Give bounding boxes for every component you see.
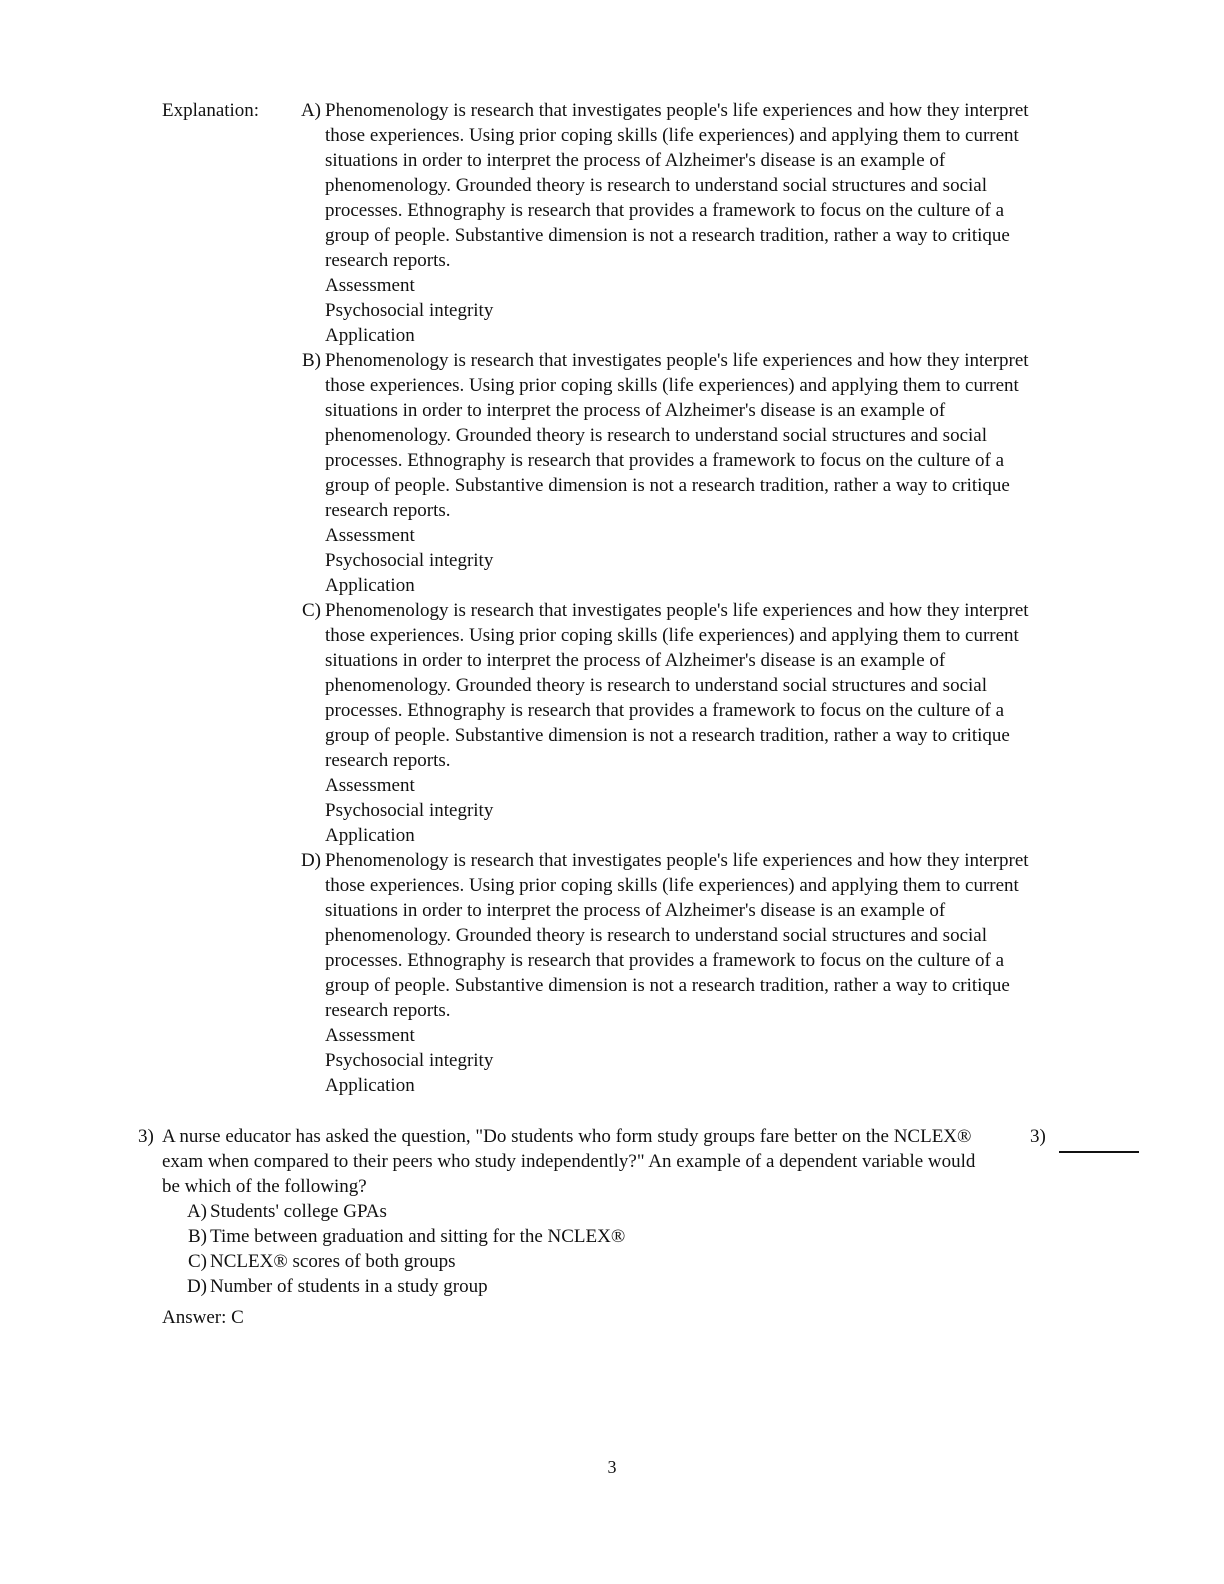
option-text: Phenomenology is research that investigates people's life experiences and how they interpret those experiences. Using prior coping skills (life experiences) and applying them to current situations in order to interpret the process of Alzheimer's disease is an example of phenomenology. Grounded theory is research to understand social structures and social processes. Ethnography is research that provides a framework to focus on the culture of a group of people. Substantive dimension is not a research tradition, rather a way to critique research reports. [325, 100, 1029, 271]
choice-b [183, 1224, 998, 1249]
option-text: Phenomenology is research that investigates people's life experiences and how they interpret those experiences. Using prior coping skills (life experiences) and applying them to current situations in order to interpret the process of Alzheimer's disease is an example of phenomenology. Grounded theory is research to understand social structures and social processes. Ethnography is research that provides a framework to focus on the culture of a group of people. Substantive dimension is not a research tradition, rather a way to critique research reports. [325, 600, 1029, 771]
question-3 [138, 1124, 998, 1330]
explanation-label: Explanation: [162, 100, 260, 121]
explanation-option-b [296, 348, 1036, 598]
option-text: Phenomenology is research that investigates people's life experiences and how they interpret those experiences. Using prior coping skills (life experiences) and applying them to current situations in order to interpret the process of Alzheimer's disease is an example of phenomenology. Grounded theory is research to understand social structures and social processes. Ethnography is research that provides a framework to focus on the culture of a group of people. Substantive dimension is not a research tradition, rather a way to critique research reports. [325, 350, 1029, 521]
explanation-option-c [296, 598, 1036, 848]
tag-cognitive-level: Application [325, 325, 415, 346]
tag-category: Psychosocial integrity [325, 300, 494, 321]
tag-cognitive-level: Application [325, 1075, 415, 1096]
tag-client-need: Assessment [325, 525, 415, 546]
question-stem: A nurse educator has asked the question, "Do students who form study groups fare better on the NCLEX® exam when compared to their peers who study independently?" An example of a dependent variable would be which of the following? [162, 1126, 976, 1197]
explanation-options [296, 98, 1036, 1098]
question-number: 3) [138, 1126, 154, 1147]
explanation-option-a [296, 98, 1036, 348]
choice-text: Number of students in a study group [210, 1276, 488, 1297]
tag-cognitive-level: Application [325, 575, 415, 596]
option-letter: A) [300, 100, 321, 121]
choice-a [183, 1199, 998, 1224]
choice-text: Time between graduation and sitting for the NCLEX® [210, 1226, 626, 1247]
tag-cognitive-level: Application [325, 825, 415, 846]
answer-blank-line [1059, 1151, 1139, 1153]
option-letter: B) [302, 350, 321, 371]
tag-client-need: Assessment [325, 275, 415, 296]
tag-category: Psychosocial integrity [325, 550, 494, 571]
page-number: 3 [607, 1457, 617, 1477]
choice-text: Students' college GPAs [210, 1201, 387, 1222]
choice-d [183, 1274, 998, 1299]
tag-category: Psychosocial integrity [325, 1050, 494, 1071]
option-letter: D) [300, 850, 321, 871]
tag-category: Psychosocial integrity [325, 800, 494, 821]
tag-client-need: Assessment [325, 1025, 415, 1046]
choice-letter: D) [186, 1276, 207, 1297]
margin-question-number: 3) [1030, 1126, 1046, 1147]
explanation-option-d [296, 848, 1036, 1098]
answer-choices [183, 1199, 998, 1299]
tag-client-need: Assessment [325, 775, 415, 796]
choice-letter: B) [188, 1226, 207, 1247]
choice-text: NCLEX® scores of both groups [210, 1251, 456, 1272]
answer-key: Answer: C [162, 1307, 244, 1328]
option-text: Phenomenology is research that investigates people's life experiences and how they interpret those experiences. Using prior coping skills (life experiences) and applying them to current situations in order to interpret the process of Alzheimer's disease is an example of phenomenology. Grounded theory is research to understand social structures and social processes. Ethnography is research that provides a framework to focus on the culture of a group of people. Substantive dimension is not a research tradition, rather a way to critique research reports. [325, 850, 1029, 1021]
choice-letter: A) [186, 1201, 207, 1222]
choice-c [183, 1249, 998, 1274]
option-letter: C) [302, 600, 321, 621]
choice-letter: C) [188, 1251, 207, 1272]
